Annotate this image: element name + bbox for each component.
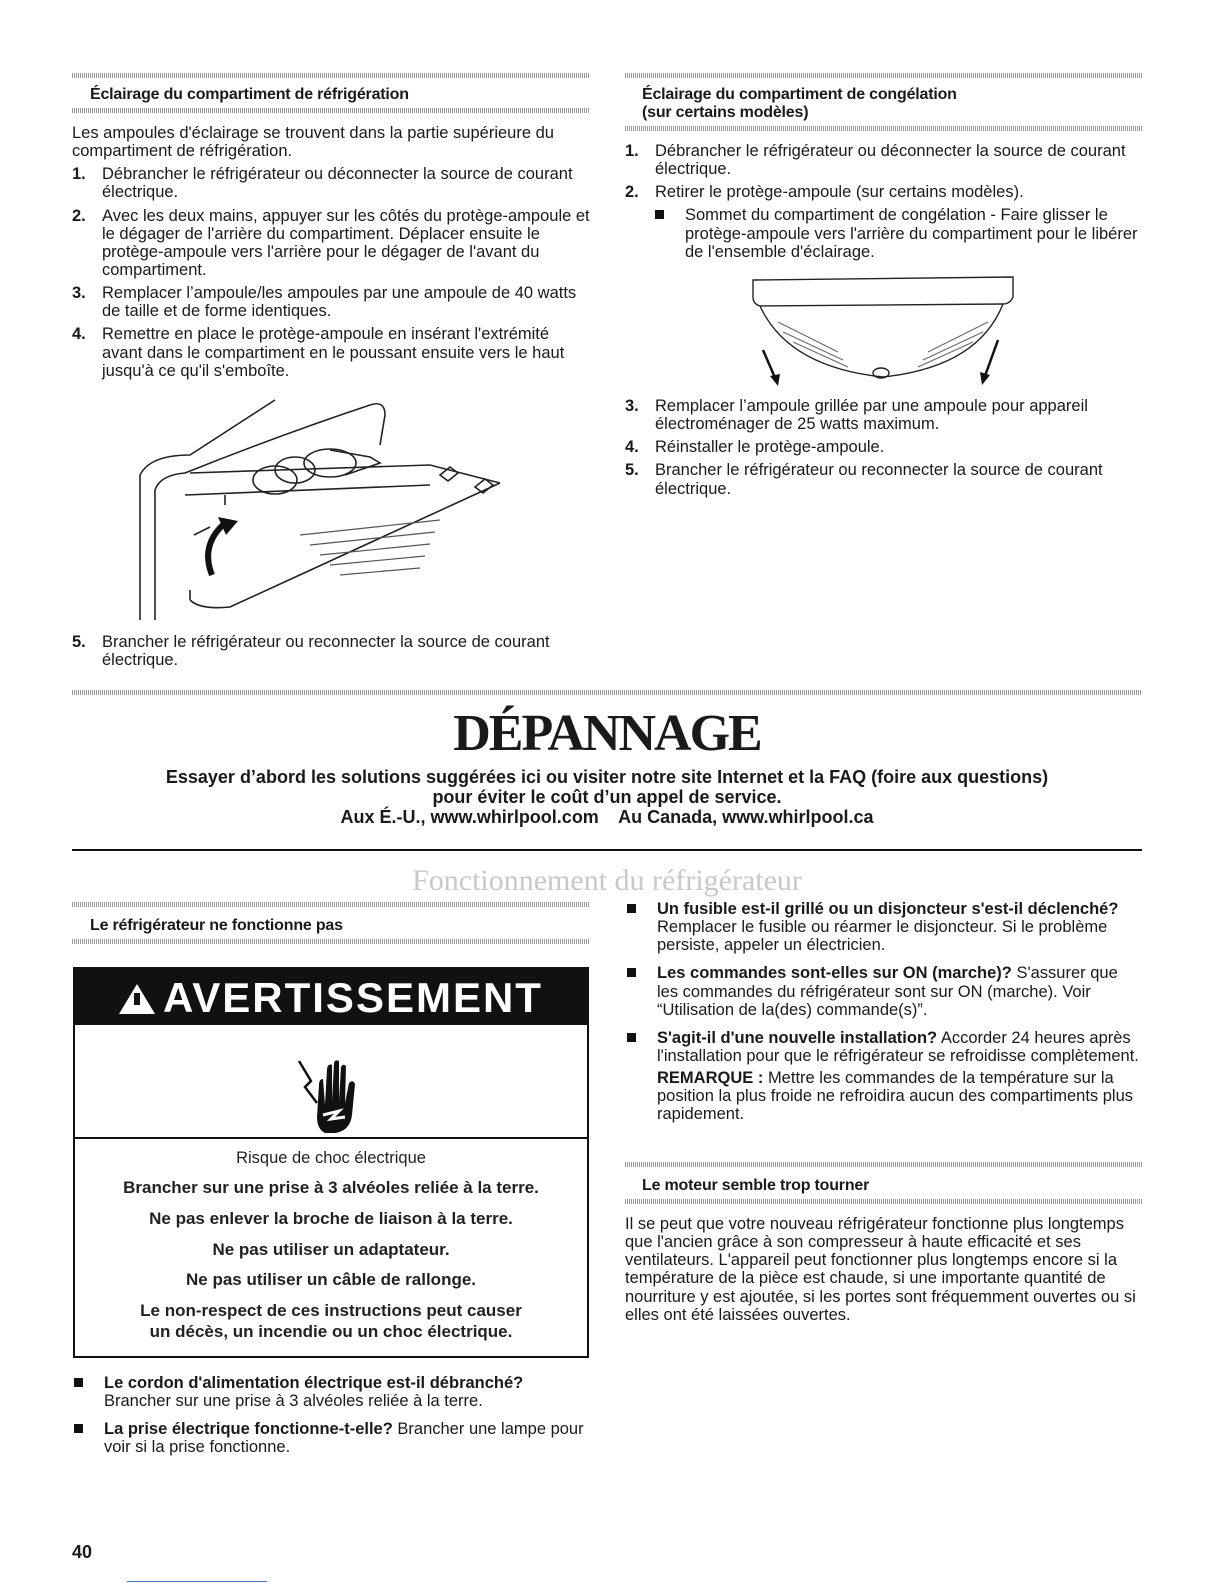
subtitle-line: Essayer d’abord les solutions suggérées ici ou visiter notre site Internet et la FAQ (foire aux questions) (165, 767, 1049, 787)
step-number: 3. (72, 284, 86, 303)
warning-line: Ne pas utiliser un adaptateur. (212, 1239, 450, 1259)
list-item (625, 1029, 1142, 1065)
list-item (625, 397, 1142, 433)
left-step5 (72, 633, 590, 674)
right-top-steps-b (625, 397, 1142, 503)
answer-text: Accorder 24 heures après l'installation pour que le réfrigérateur se refroidisse complètement. (657, 1028, 1139, 1065)
subtitle-line: pour éviter le coût d’un appel de service. (432, 787, 782, 808)
warning-box (73, 967, 589, 1358)
left-bottom-bullets (72, 1374, 590, 1467)
section-heading (642, 86, 957, 121)
section-rule (625, 1199, 1142, 1204)
answer-text: Brancher une lampe pour voir si la prise fonctionne. (104, 1420, 584, 1457)
step-number: 4. (625, 438, 639, 457)
warning-divider (75, 1137, 587, 1139)
list-item (625, 438, 1142, 456)
left-top-column (72, 124, 590, 385)
left-steps-list (72, 165, 590, 380)
bullet-square-icon (655, 210, 664, 219)
right-steps-list (625, 142, 1142, 201)
bullet-square-icon (627, 1033, 636, 1042)
step-number: 4. (72, 325, 86, 344)
page-subtitle (72, 767, 1142, 827)
warning-title: AVERTISSEMENT (163, 974, 543, 1021)
page-title: DÉPANNAGE (453, 705, 761, 762)
list-item (72, 284, 590, 320)
question-text: Les commandes sont-elles sur ON (marche)? (657, 964, 1012, 983)
bullet-square-icon (74, 1424, 83, 1433)
question-text: Le cordon d'alimentation électrique est-il débranché? (104, 1374, 524, 1392)
list-item (72, 633, 590, 669)
section-heading: Le réfrigérateur ne fonctionne pas (90, 917, 343, 934)
troubleshoot-list (625, 900, 1142, 1065)
subsection-title: Fonctionnement du réfrigérateur (412, 864, 802, 897)
warning-header (75, 969, 587, 1025)
step-number: 2. (72, 206, 86, 225)
list-item (72, 1420, 590, 1456)
left-steps-list-cont (72, 633, 590, 669)
step-text: Remplacer l’ampoule grillée par une ampoule pour appareil électroménager de 25 watts maximum. (655, 397, 1088, 434)
question-text: Un fusible est-il grillé ou un disjoncteur s'est-il déclenché? (657, 900, 1119, 918)
freezer-light-illustration (748, 272, 1018, 390)
warning-line: Brancher sur une prise à 3 alvéoles reliée à la terre. (123, 1178, 539, 1198)
divider (72, 849, 1142, 851)
list-item (625, 900, 1142, 954)
section-rule (72, 690, 1142, 695)
list-item (72, 1374, 590, 1410)
section-rule (625, 73, 1142, 78)
fridge-light-illustration (130, 395, 530, 625)
bullet-text: Sommet du compartiment de congélation - Faire glisser le protège-ampoule vers l'arrière du compartiment pour le libérer de l'ensemble d'éclairage. (685, 206, 1138, 261)
troubleshoot-list (72, 1374, 590, 1457)
answer-text: Remplacer le fusible ou réarmer le disjoncteur. Si le problème persiste, appeler un électricien. (657, 918, 1108, 955)
step-text: Remettre en place le protège-ampoule en insérant l'extrémité avant dans le compartiment en le poussant ensuite vers le haut jusqu'à ce qu'il s'emboîte. (102, 325, 565, 380)
list-item (625, 183, 1142, 201)
warning-consequence: un décès, un incendie ou un choc électrique. (149, 1321, 513, 1341)
paragraph: Il se peut que votre nouveau réfrigérateur fonctionne plus longtemps que l'ancien grâce à son compresseur à haute efficacité et ses ventilateurs. L'appareil peut fonctionner plus longtemps encore si la température de la pièce est chaude, si une importante quantité de nourriture y est ajoutée, si les portes sont fréquemment ouvertes ou si elles ont été laissées ouvertes. (625, 1215, 1136, 1324)
list-item (72, 165, 590, 201)
section-rule (625, 126, 1142, 131)
bullet-square-icon (74, 1378, 83, 1387)
step-number: 3. (625, 397, 639, 415)
section-rule (625, 1162, 1142, 1167)
warning-triangle-icon (119, 984, 155, 1014)
section-rule (72, 108, 589, 113)
step-text: Remplacer l’ampoule/les ampoules par une ampoule de 40 watts de taille et de forme identiques. (102, 284, 577, 321)
step-number: 5. (625, 461, 639, 480)
step-number: 1. (72, 165, 86, 184)
step-text: Réinstaller le protège-ampoule. (655, 438, 885, 457)
step-text: Brancher le réfrigérateur ou reconnecter la source de courant électrique. (655, 461, 1103, 498)
step-text: Brancher le réfrigérateur ou reconnecter la source de courant électrique. (102, 633, 550, 670)
list-item (653, 206, 1142, 260)
note-paragraph (625, 1069, 1142, 1123)
question-text: La prise électrique fonctionne-t-elle? (104, 1420, 393, 1439)
step-text: Retirer le protège-ampoule (sur certains modèles). (655, 183, 1024, 202)
answer-text: S'assurer que les commandes du réfrigérateur sont sur ON (marche). Voir “Utilisation de la(des) commande(s)”. (657, 964, 1118, 1019)
step-number: 1. (625, 142, 639, 160)
note-text: Mettre les commandes de la température sur la position la plus froide ne refroidira aucun des compartiments plus rapidement. (657, 1069, 1134, 1124)
section-rule (72, 939, 589, 944)
heading-line: Éclairage du compartiment de congélation (642, 86, 957, 103)
right-steps-list-b (625, 397, 1142, 498)
section-heading: Éclairage du compartiment de réfrigération (90, 86, 409, 103)
step-text: Débrancher le réfrigérateur ou déconnecter la source de courant électrique. (655, 142, 1126, 179)
note-label: REMARQUE : (657, 1069, 764, 1088)
list-item (72, 325, 590, 379)
section-heading: Le moteur semble trop tourner (642, 1177, 870, 1194)
step-number: 5. (72, 633, 86, 651)
list-item (72, 207, 590, 280)
warning-text (75, 1149, 587, 1353)
right-top-column (625, 142, 1142, 271)
step-number: 2. (625, 183, 639, 202)
section-rule (72, 73, 589, 78)
warning-line: Ne pas utiliser un câble de rallonge. (185, 1270, 477, 1290)
section-rule (72, 902, 589, 907)
step-text: Débrancher le réfrigérateur ou déconnecter la source de courant électrique. (102, 165, 573, 202)
list-item (625, 461, 1142, 497)
intro-paragraph: Les ampoules d'éclairage se trouvent dans la partie supérieure du compartiment de réfrigération. (72, 124, 554, 161)
warning-consequence: Le non-respect de ces instructions peut causer (140, 1300, 522, 1320)
warning-line: Ne pas enlever la broche de liaison à la terre. (149, 1208, 513, 1228)
subtitle-line: Aux É.-U., www.whirlpool.com Au Canada, www.whirlpool.ca (340, 807, 874, 828)
list-item (625, 142, 1142, 178)
page-number: 40 (72, 1542, 93, 1562)
warning-risk: Risque de choc électrique (236, 1149, 426, 1167)
bullet-square-icon (627, 904, 636, 913)
heading-line: (sur certains modèles) (642, 103, 809, 121)
right-bottom-paragraph (625, 1215, 1142, 1324)
answer-text: Brancher sur une prise à 3 alvéoles reliée à la terre. (104, 1392, 483, 1411)
right-bottom-column (625, 900, 1142, 1124)
electric-shock-hand-icon (297, 1057, 365, 1135)
question-text: S'agit-il d'une nouvelle installation? (657, 1028, 938, 1047)
bullet-square-icon (627, 968, 636, 977)
list-item (625, 964, 1142, 1018)
footer-line (127, 1581, 267, 1582)
right-bullet-list (653, 206, 1142, 260)
step-text: Avec les deux mains, appuyer sur les côtés du protège-ampoule et le dégager de l'arrière du compartiment. Déplacer ensuite le protège-ampoule vers l'arrière pour le dégager de l'avant du compartiment. (102, 206, 590, 279)
